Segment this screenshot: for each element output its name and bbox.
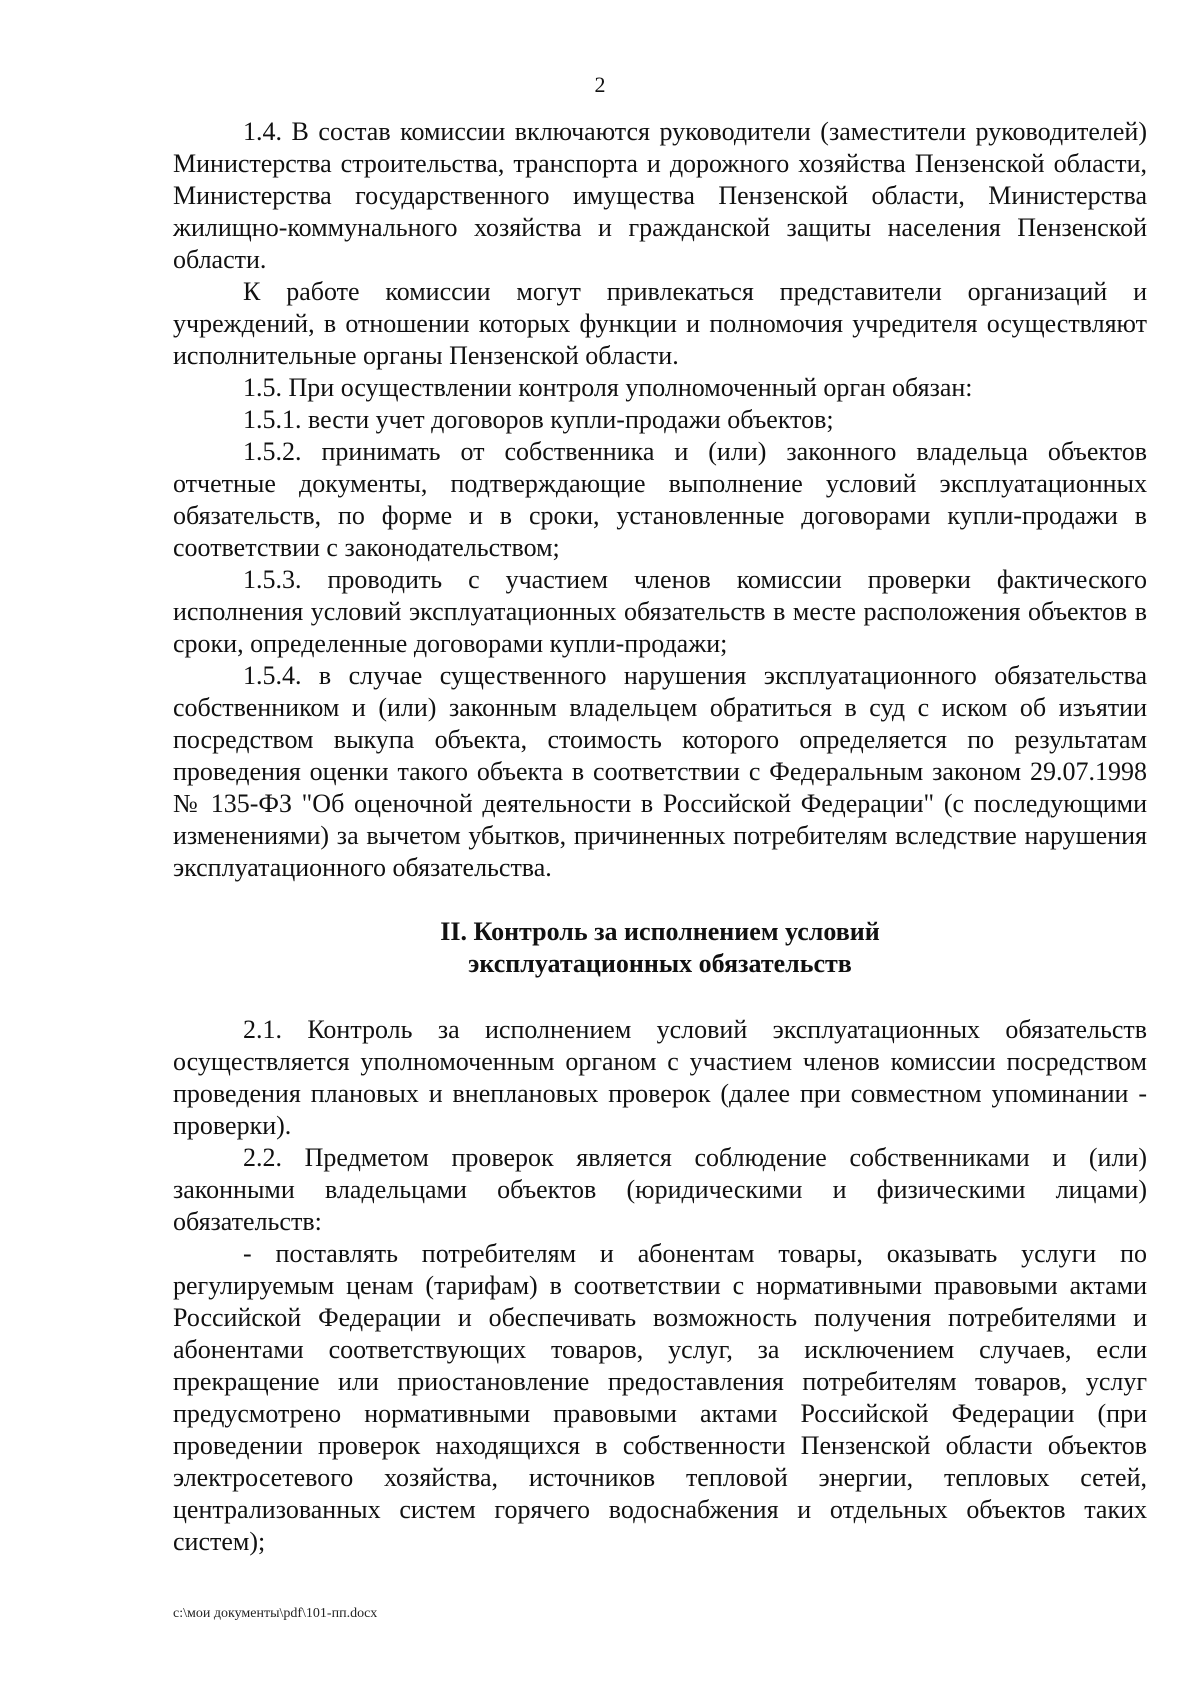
paragraph-2-2: 2.2. Предметом проверок является соблюдение собственниками и (или) законными владельцами объектов (юридическими и физическими лицами) обязательств: (173, 1143, 1147, 1236)
section-title-line-2: эксплуатационных обязательств (468, 949, 852, 978)
paragraph-1-5-3: 1.5.3. проводить с участием членов комиссии проверки фактического исполнения условий эксплуатационных обязательств в месте расположения объектов в сроки, определенные договорами купли-продажи; (173, 565, 1147, 658)
paragraph-1-4: 1.4. В состав комиссии включаются руководители (заместители руководителей) Министерства строительства, транспорта и дорожного хозяйства Пензенской области, Министерства государственного имущества Пензенской области, Министерства жилищно-коммунального хозяйства и гражданской защиты населения Пензенской области. (173, 117, 1147, 274)
page-number: 2 (594, 72, 606, 97)
paragraph-1-5: 1.5. При осуществлении контроля уполномоченный орган обязан: (243, 373, 973, 402)
paragraph-1-5-2: 1.5.2. принимать от собственника и (или) законного владельца объектов отчетные документы, подтверждающие выполнение условий эксплуатационных обязательств, по форме и в сроки, установленные договорами купли-продажи в соответствии с законодательством; (173, 437, 1147, 562)
document-body (173, 116, 1147, 1558)
paragraph-obligation-supply: - поставлять потребителям и абонентам товары, оказывать услуги по регулируемым ценам (тарифам) в соответствии с нормативными правовыми актами Российской Федерации и обеспечивать возможность получения потребителями и абонентами соответствующих товаров, услуг, за исключением случаев, если прекращение или приостановление предоставления потребителям товаров, услуг предусмотрено нормативными правовыми актами Российской Федерации (при проведении проверок находящихся в собственности Пензенской области объектов электросетевого хозяйства, источников тепловой энергии, тепловых сетей, централизованных систем горячего водоснабжения и отдельных объектов таких систем); (173, 1239, 1147, 1556)
paragraph-2-1: 2.1. Контроль за исполнением условий эксплуатационных обязательств осуществляется уполномоченным органом с участием членов комиссии посредством проведения плановых и внеплановых проверок (далее при совместном упоминании - проверки). (173, 1015, 1147, 1140)
paragraph-1-5-1: 1.5.1. вести учет договоров купли-продажи объектов; (243, 405, 834, 434)
footer-file-path: c:\мои документы\pdf\101-пп.docx (173, 1606, 378, 1621)
paragraph-commission-participants: К работе комиссии могут привлекаться представители организаций и учреждений, в отношении которых функции и полномочия учредителя осуществляют исполнительные органы Пензенской области. (173, 277, 1147, 370)
section-title (173, 916, 1147, 980)
section-title-line-1: II. Контроль за исполнением условий (440, 917, 880, 946)
paragraph-1-5-4: 1.5.4. в случае существенного нарушения эксплуатационного обязательства собственником и (или) законным владельцем обратиться в суд с иском об изъятии посредством выкупа объекта, стоимость которого определяется по результатам проведения оценки такого объекта в соответствии с Федеральным законом 29.07.1998 № 135-ФЗ "Об оценочной деятельности в Российской Федерации" (с последующими изменениями) за вычетом убытков, причиненных потребителям вследствие нарушения эксплуатационного обязательства. (173, 661, 1147, 882)
